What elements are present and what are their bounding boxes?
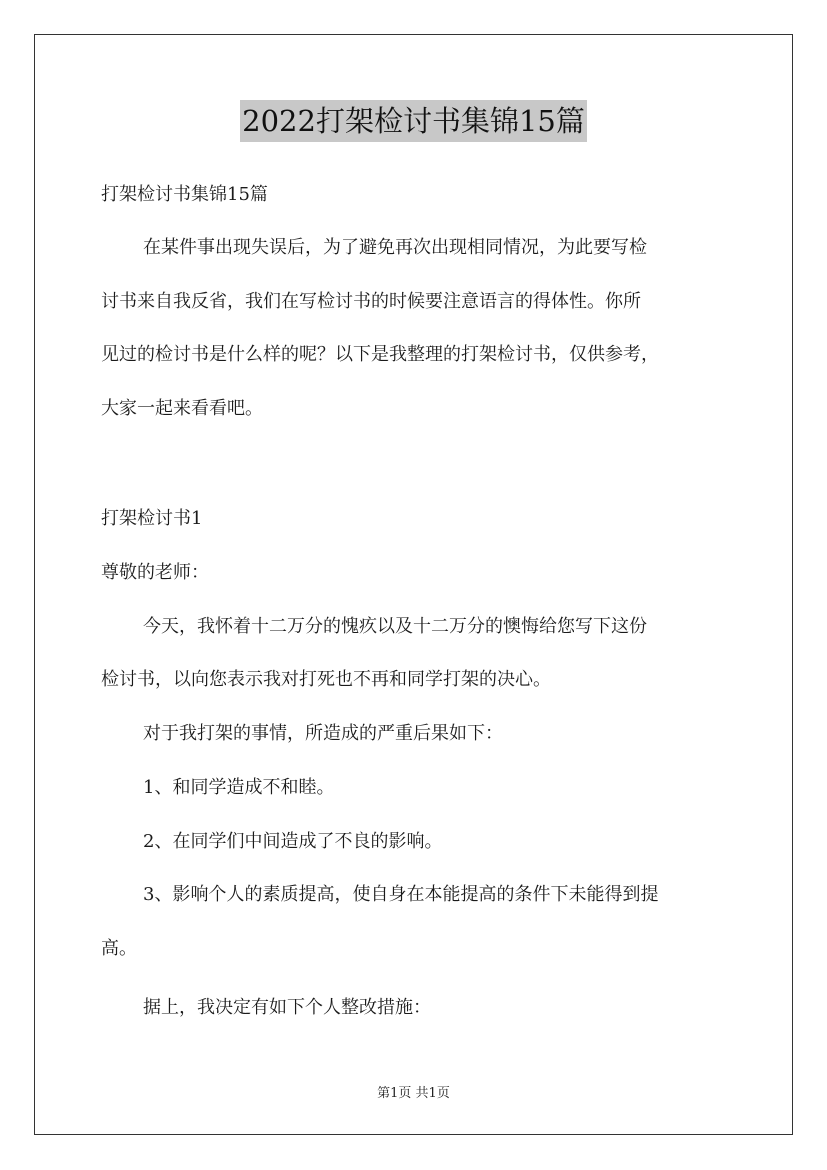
body-line-3: 对于我打架的事情，所造成的严重后果如下： [143,723,503,744]
intro-line-4: 大家一起来看看吧。 [101,398,263,419]
list-item-3-continued: 高。 [101,938,137,959]
body-line-4: 据上，我决定有如下个人整改措施： [143,997,431,1018]
list-item-3: 3、影响个人的素质提高，使自身在本能提高的条件下未能得到提 [143,884,659,905]
intro-line-3: 见过的检讨书是什么样的呢？以下是我整理的打架检讨书，仅供参考， [101,344,659,365]
page-footer: 第1页 共1页 [377,1086,450,1101]
title-container [0,100,827,142]
list-item-1: 1、和同学造成不和睦。 [143,777,335,798]
salutation: 尊敬的老师： [101,562,209,583]
list-item-2: 2、在同学们中间造成了不良的影响。 [143,831,443,852]
document-subtitle: 打架检讨书集锦15篇 [101,184,268,205]
intro-line-2: 讨书来自我反省，我们在写检讨书的时候要注意语言的得体性。你所 [101,291,641,312]
body-line-2: 检讨书，以向您表示我对打死也不再和同学打架的决心。 [101,669,551,690]
body-line-1: 今天，我怀着十二万分的愧疚以及十二万分的懊悔给您写下这份 [143,616,647,637]
intro-line-1: 在某件事出现失误后，为了避免再次出现相同情况，为此要写检 [143,237,647,258]
document-title: 2022打架检讨书集锦15篇 [240,100,587,142]
section-heading: 打架检讨书1 [101,508,203,529]
